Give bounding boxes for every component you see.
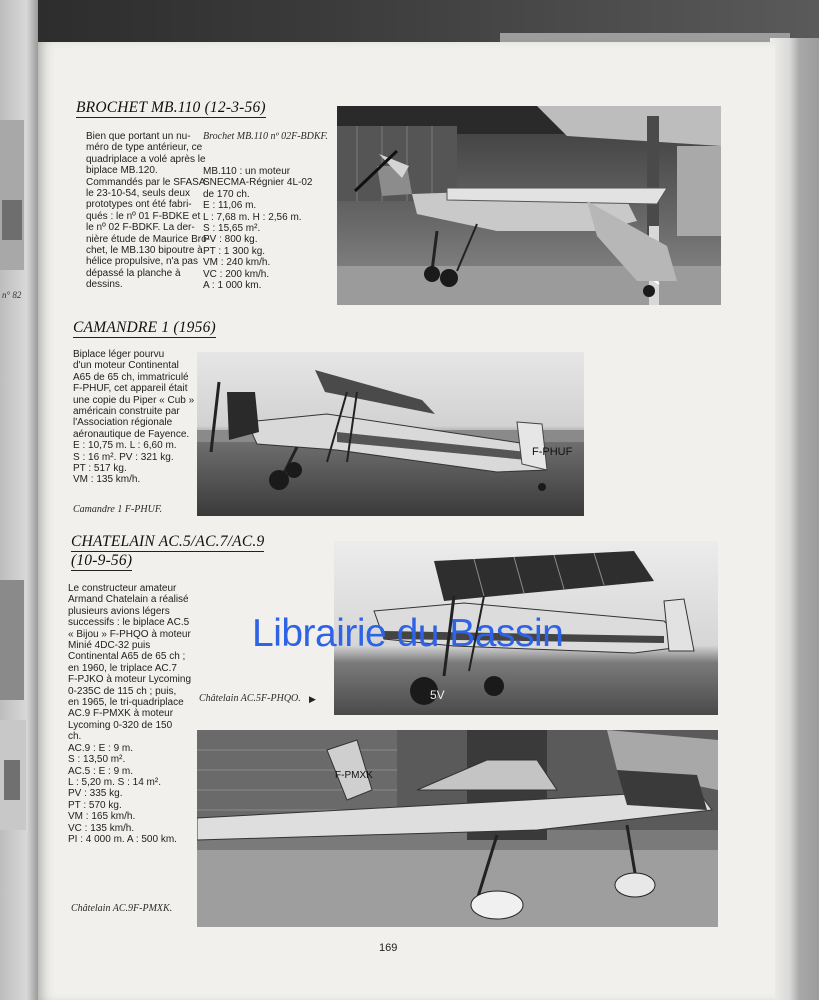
- chatelain-body-line: VC : 135 km/h.: [68, 822, 135, 834]
- brochet-body-text: [86, 131, 210, 291]
- camandre-body-line: A65 de 65 ch, immatriculé: [73, 371, 189, 383]
- chatelain-body-line: 0-235C de 115 ch ; puis,: [68, 685, 177, 697]
- brochet-body-line: nière étude de Maurice Bro-: [86, 233, 210, 245]
- brochet-body-line: méro de type antérieur, ce: [86, 142, 203, 154]
- brochet-body-line: Bien que portant un nu-: [86, 131, 191, 142]
- brochet-spec-line: PV : 800 kg.: [203, 234, 258, 246]
- camandre-body-line: l'Association régionale: [73, 417, 173, 429]
- brochet-body-line: prototypes ont été fabri-: [86, 199, 192, 211]
- chatelain-body-line: ch.: [68, 731, 82, 743]
- chatelain-body-text: [68, 583, 192, 845]
- brochet-spec-line: MB.110 : un moteur: [203, 166, 291, 177]
- heading-camandre: CAMANDRE 1 (1956): [73, 319, 216, 336]
- brochet-caption-line: F-BDKF.: [291, 131, 328, 142]
- camandre-body-line: F-PHUF, cet appareil était: [73, 383, 188, 395]
- camandre-tail-registration: F-PHUF: [532, 446, 573, 458]
- brochet-body-line: hélice propulsive, n'a pas: [86, 256, 198, 268]
- chatelain-body-line: « Bijou » F-PHQO à moteur: [68, 628, 191, 640]
- chatelain-ac5-caption-line: Châtelain AC.5: [199, 693, 262, 704]
- chatelain-body-line: AC.5 : E : 9 m.: [68, 765, 134, 777]
- camandre-body-line: Biplace léger pourvu: [73, 349, 165, 360]
- chatelain-ac9-caption-line: Châtelain AC.9: [71, 903, 134, 914]
- camandre-body-line: S : 16 m². PV : 321 kg.: [73, 451, 174, 463]
- brochet-body-line: Commandés par le SFASA: [86, 176, 206, 188]
- chatelain-body-line: PI : 4 000 m. A : 500 km.: [68, 833, 177, 845]
- heading-chatelain: CHATELAIN AC.5/AC.7/AC.9: [71, 533, 265, 550]
- brochet-specs: [203, 166, 338, 291]
- chatelain-ac9-caption: [71, 903, 172, 915]
- brochet-body-line: dépassé la planche à: [86, 267, 181, 279]
- chatelain-body-line: successifs : le biplace AC.5: [68, 617, 190, 629]
- chatelain-body-line: Minié 4DC-32 puis: [68, 640, 151, 652]
- brochet-body-line: quadriplace a volé après le: [86, 153, 206, 165]
- heading-brochet: BROCHET MB.110 (12-3-56): [76, 99, 266, 116]
- photo-camandre-1: [197, 352, 584, 516]
- chatelain-body-line: Armand Chatelain a réalisé: [68, 594, 189, 606]
- camandre-caption: Camandre 1 F-PHUF.: [73, 504, 163, 515]
- camandre-body-line: américain construite par: [73, 406, 180, 418]
- brochet-spec-line: E : 11,06 m.: [203, 200, 257, 212]
- camandre-body-line: d'un moteur Continental: [73, 360, 179, 372]
- chatelain-body-line: Continental A65 de 65 ch ;: [68, 651, 186, 663]
- ac5-fuselage-code: 5V: [430, 688, 445, 702]
- chatelain-body-line: Lycoming 0-320 de 150: [68, 719, 173, 731]
- chatelain-body-line: VM : 165 km/h.: [68, 811, 136, 823]
- left-page-text: n° 82: [2, 290, 22, 300]
- page-number: 169: [379, 942, 398, 954]
- camandre-body-text: [73, 349, 195, 486]
- brochet-spec-line: de 170 ch.: [203, 188, 250, 200]
- chatelain-ac9-caption-line: F-PMXK.: [133, 903, 173, 914]
- heading-chatelain-date: (10-9-56): [71, 552, 133, 569]
- brochet-body-line: dessins.: [86, 279, 123, 291]
- camandre-body-line: une copie du Piper « Cub »: [73, 394, 195, 406]
- camandre-body-line: PT : 517 kg.: [73, 463, 127, 475]
- camandre-body-line: aéronautique de Fayence.: [73, 428, 190, 440]
- camandre-body-line: E : 10,75 m. L : 6,60 m.: [73, 440, 177, 452]
- chatelain-body-line: plusieurs avions légers: [68, 605, 170, 617]
- brochet-spec-line: VC : 200 km/h.: [203, 268, 270, 280]
- photo-brochet-mb110: [337, 106, 721, 305]
- chatelain-body-line: Le constructeur amateur: [68, 583, 177, 594]
- ac9-tail-registration: F-PMXK: [335, 770, 373, 781]
- chatelain-body-line: en 1960, le triplace AC.7: [68, 662, 177, 674]
- camandre-body-line: VM : 135 km/h.: [73, 474, 141, 486]
- left-page-edge: [0, 0, 38, 1000]
- chatelain-body-line: AC.9 : E : 9 m.: [68, 742, 134, 754]
- chatelain-ac5-caption: [199, 693, 301, 705]
- chatelain-body-line: en 1965, le tri-quadriplace: [68, 697, 184, 709]
- brochet-spec-line: PT : 1 300 kg.: [203, 245, 266, 257]
- right-page-edge: [770, 38, 819, 1000]
- brochet-caption: [203, 131, 328, 143]
- chatelain-body-line: PT : 570 kg.: [68, 799, 122, 811]
- chatelain-body-line: S : 13,50 m².: [68, 754, 126, 766]
- brochet-spec-line: SNECMA-Régnier 4L-02: [203, 177, 313, 189]
- brochet-body-line: le nº 02 F-BDKF. La der-: [86, 222, 195, 234]
- chatelain-body-line: AC.9 F-PMXK à moteur: [68, 708, 174, 720]
- chatelain-body-line: L : 5,20 m. S : 14 m².: [68, 776, 161, 788]
- chatelain-ac5-caption-line: F-PHQO.: [261, 693, 301, 704]
- brochet-body-line: le 23-10-54, seuls deux: [86, 188, 190, 200]
- chatelain-body-line: F-PJKO à moteur Lycoming: [68, 674, 192, 686]
- brochet-body-line: qués : le nº 01 F-BDKE et: [86, 210, 201, 222]
- brochet-body-line: chet, le MB.130 bipoutre à: [86, 245, 203, 257]
- chatelain-body-line: PV : 335 kg.: [68, 788, 123, 800]
- brochet-spec-line: L : 7,68 m. H : 2,56 m.: [203, 211, 302, 223]
- pointer-arrow-icon: ▶: [309, 694, 316, 704]
- brochet-caption-line: Brochet MB.110 nº 02: [203, 131, 292, 142]
- photo-chatelain-ac9: [197, 730, 718, 927]
- brochet-spec-line: A : 1 000 km.: [203, 280, 262, 292]
- brochet-body-line: biplace MB.120.: [86, 165, 158, 177]
- brochet-spec-line: VM : 240 km/h.: [203, 257, 271, 269]
- watermark-text: Librairie du Bassin: [252, 612, 564, 655]
- brochet-spec-line: S : 15,65 m².: [203, 223, 261, 235]
